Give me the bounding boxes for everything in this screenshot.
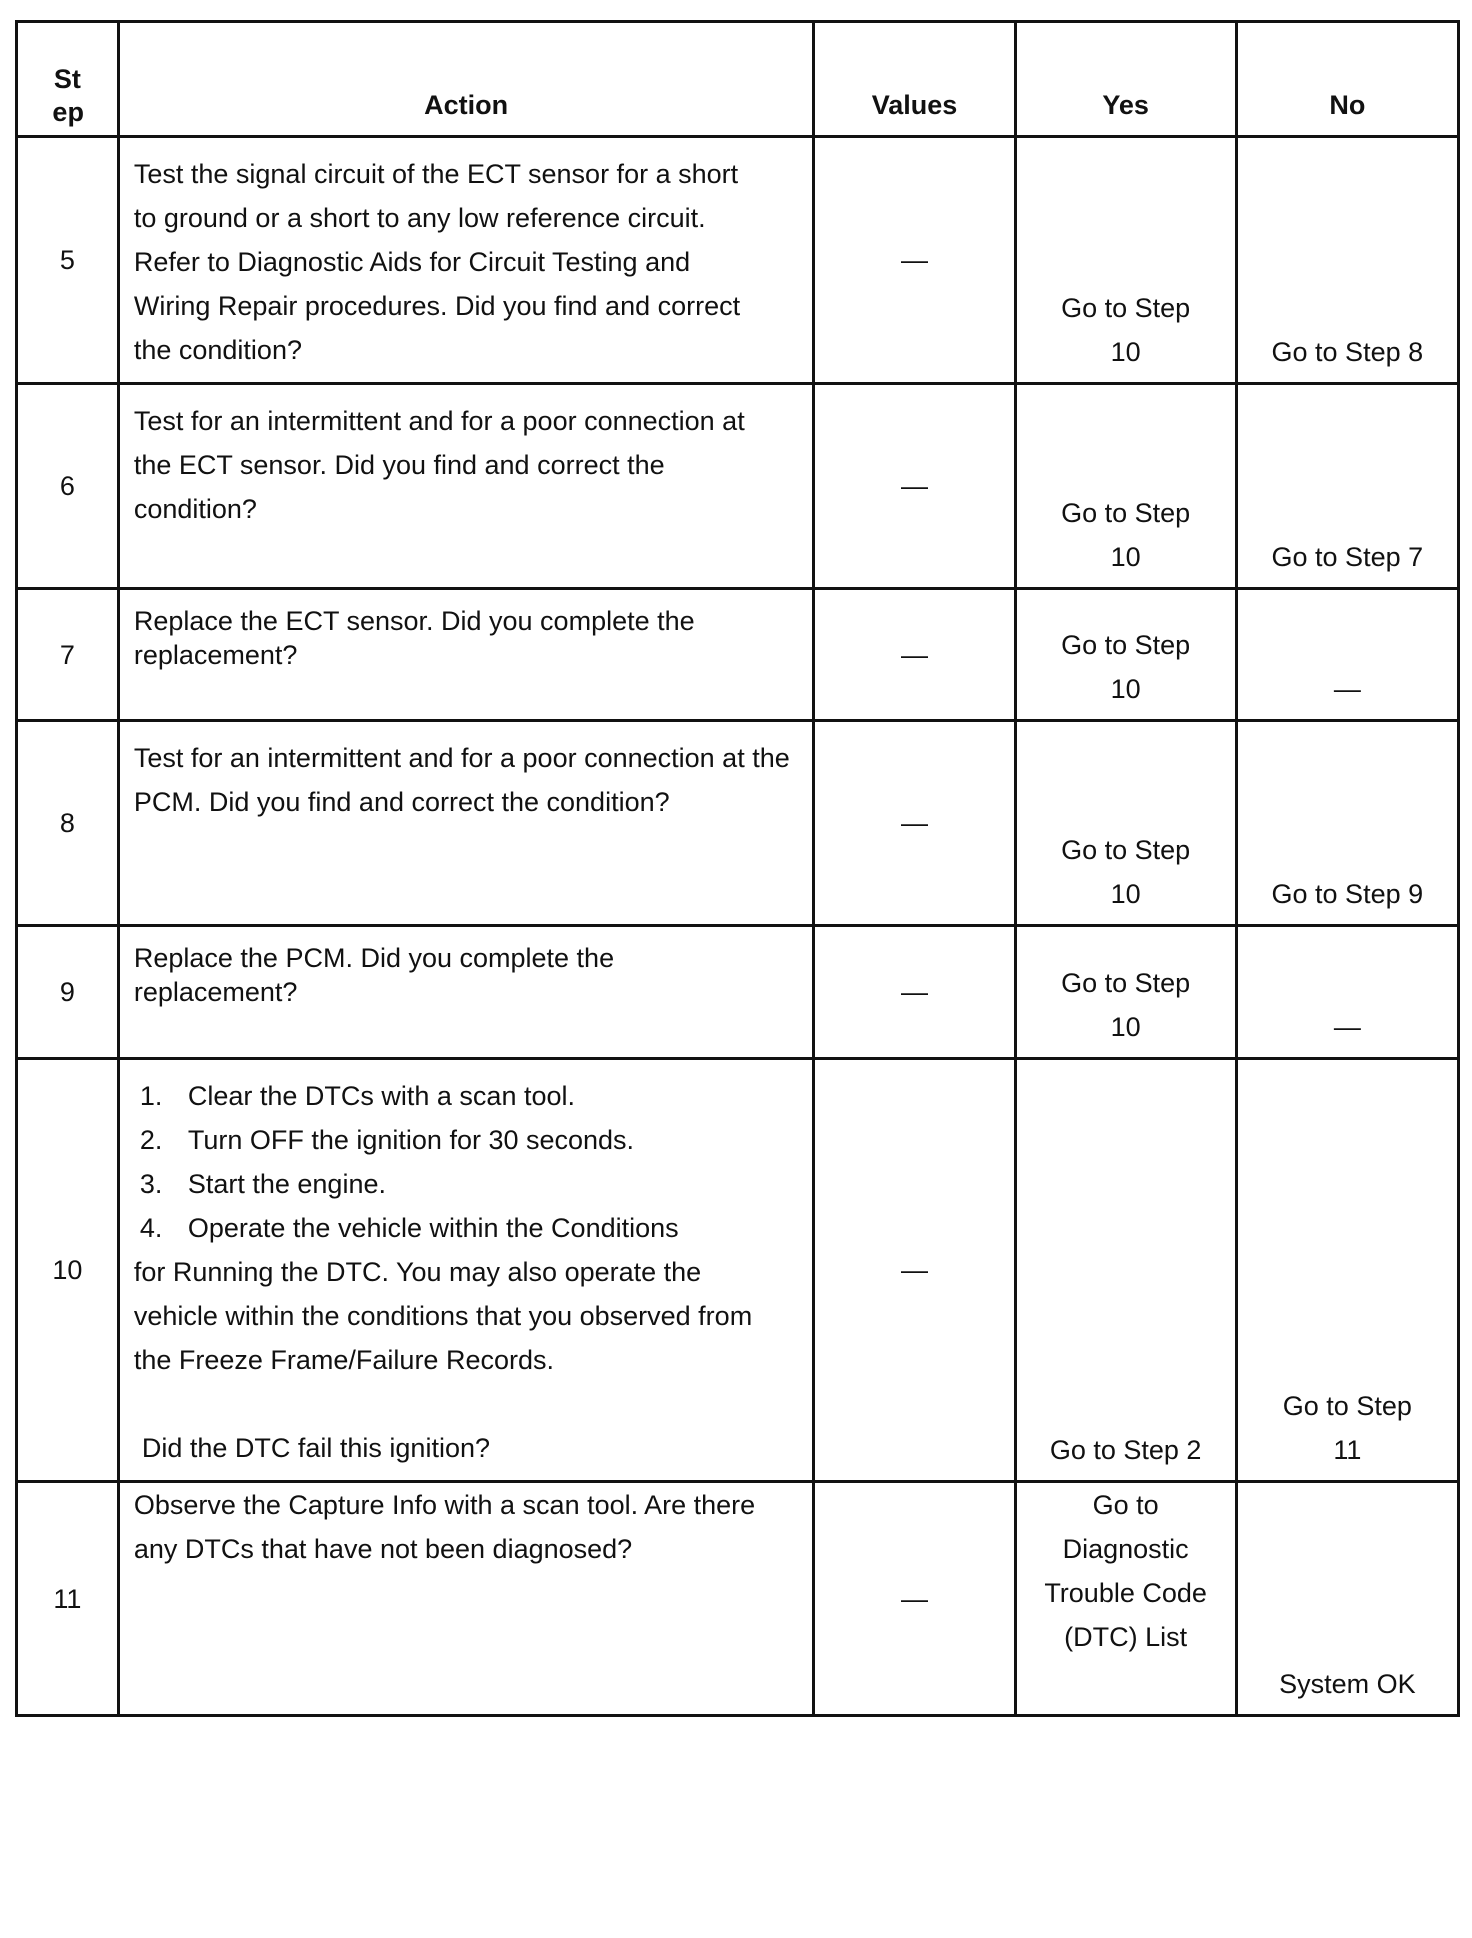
table-row xyxy=(17,384,1459,589)
header-values: Values xyxy=(814,22,1015,137)
list-item: 1. Clear the DTCs with a scan tool. xyxy=(139,1081,575,1111)
no-cell: Go to Step 8 xyxy=(1236,137,1458,384)
step-number: 5 xyxy=(17,137,119,384)
yes-cell: Go to Step 10 xyxy=(1015,721,1236,926)
header-step: St ep xyxy=(17,22,119,137)
no-cell: System OK xyxy=(1236,1482,1458,1716)
values-cell: — xyxy=(814,384,1015,589)
table-row xyxy=(17,1059,1459,1482)
values-cell: — xyxy=(814,589,1015,721)
no-cell: Go to Step 9 xyxy=(1236,721,1458,926)
header-no: No xyxy=(1236,22,1458,137)
action-text xyxy=(118,1059,814,1482)
header-yes: Yes xyxy=(1015,22,1236,137)
yes-cell: Go to Step 10 xyxy=(1015,589,1236,721)
action-question: Did the DTC fail this ignition? xyxy=(141,1433,490,1463)
values-cell: — xyxy=(814,137,1015,384)
action-text: Observe the Capture Info with a scan tool. Are there any DTCs that have not been diagnosed? xyxy=(118,1482,814,1716)
table-row xyxy=(17,1482,1459,1716)
step-number: 11 xyxy=(17,1482,119,1716)
yes-cell: Go to Diagnostic Trouble Code (DTC) List xyxy=(1015,1482,1236,1716)
yes-cell: Go to Step 10 xyxy=(1015,384,1236,589)
action-text: Test the signal circuit of the ECT sensor for a short to ground or a short to any low reference circuit. Refer to Diagnostic Aids for Circuit Testing and Wiring Repair procedures. Did you find and correct the condition? xyxy=(118,137,814,384)
list-item: 4. Operate the vehicle within the Conditions xyxy=(139,1213,679,1243)
action-text: Replace the PCM. Did you complete the replacement? xyxy=(118,926,814,1059)
step-number: 8 xyxy=(17,721,119,926)
values-cell: — xyxy=(814,926,1015,1059)
values-cell: — xyxy=(814,1059,1015,1482)
yes-cell: Go to Step 10 xyxy=(1015,926,1236,1059)
yes-cell: Go to Step 2 xyxy=(1015,1059,1236,1482)
diagnostic-table-page xyxy=(15,20,1460,1717)
list-item: 3. Start the engine. xyxy=(139,1169,386,1199)
step-number: 6 xyxy=(17,384,119,589)
table-row xyxy=(17,721,1459,926)
action-text: Test for an intermittent and for a poor connection at the ECT sensor. Did you find and correct the condition? xyxy=(118,384,814,589)
table-row xyxy=(17,589,1459,721)
action-continuation: for Running the DTC. You may also operate the vehicle within the conditions that you observed from the Freeze Frame/Failure Records. xyxy=(133,1257,753,1375)
diagnostic-table xyxy=(15,20,1460,1717)
list-item: 2. Turn OFF the ignition for 30 seconds. xyxy=(139,1125,635,1155)
values-cell: — xyxy=(814,721,1015,926)
step-number: 10 xyxy=(17,1059,119,1482)
header-row xyxy=(17,22,1459,137)
no-cell: — xyxy=(1236,926,1458,1059)
step-number: 9 xyxy=(17,926,119,1059)
step-number: 7 xyxy=(17,589,119,721)
table-row xyxy=(17,926,1459,1059)
table-row xyxy=(17,137,1459,384)
yes-cell: Go to Step 10 xyxy=(1015,137,1236,384)
no-cell: Go to Step 7 xyxy=(1236,384,1458,589)
no-cell: — xyxy=(1236,589,1458,721)
action-text: Replace the ECT sensor. Did you complete the replacement? xyxy=(118,589,814,721)
header-action: Action xyxy=(118,22,814,137)
action-text: Test for an intermittent and for a poor connection at the PCM. Did you find and correct the condition? xyxy=(118,721,814,926)
action-steps-list xyxy=(134,1074,753,1250)
values-cell: — xyxy=(814,1482,1015,1716)
no-cell: Go to Step 11 xyxy=(1236,1059,1458,1482)
